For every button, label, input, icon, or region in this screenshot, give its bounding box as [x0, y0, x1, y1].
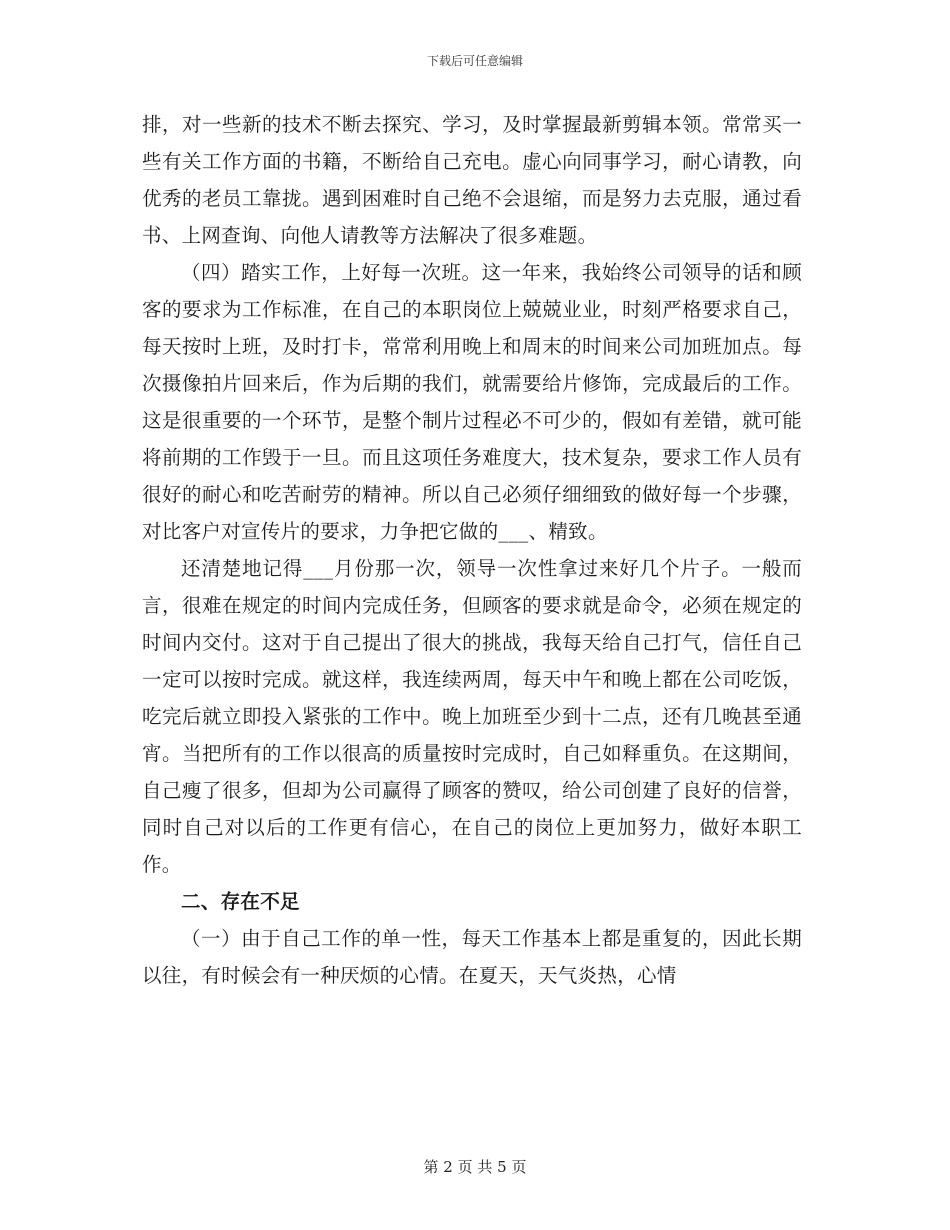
- paragraph-continued: 排，对一些新的技术不断去探究、学习，及时掌握最新剪辑本领。常常买一些有关工作方面的书籍，不断给自己充电。虚心向同事学习，耐心请教，向优秀的老员工靠拢。遇到困难时自己绝不会退缩，而是努力去克服，通过看书、上网查询、向他人请教等方法解决了很多难题。: [142, 113, 802, 247]
- page-number: 第 2 页 共 5 页: [423, 1158, 527, 1176]
- paragraph-shortcoming-1: （一）由于自己工作的单一性，每天工作基本上都是重复的，因此长期以往，有时候会有一种厌烦的心情。在夏天，天气炎热，心情: [142, 927, 802, 987]
- paragraph-section-4: （四）踏实工作，上好每一次班。这一年来，我始终公司领导的话和顾客的要求为工作标准，在自己的本职岗位上兢兢业业，时刻严格要求自己，每天按时上班，及时打卡，常常利用晚上和周末的时间来公司加班加点。每次摄像拍片回来后，作为后期的我们，就需要给片修饰，完成最后的工作。这是很重要的一个环节，是整个制片过程必不可少的，假如有差错，就可能将前期的工作毁于一旦。而且这项任务难度大，技术复杂，要求工作人员有很好的耐心和吃苦耐劳的精神。所以自己必须仔细细致的做好每一个步骤，对比客户对宣传片的要求，力争把它做的___、精致。: [142, 261, 802, 543]
- section-heading: 二、存在不足: [181, 890, 300, 913]
- paragraph-anecdote: 还清楚地记得___月份那一次，领导一次性拿过来好几个片子。一般而言，很难在规定的时间内完成任务，但顾客的要求就是命令，必须在规定的时间内交付。这对于自己提出了很大的挑战，我每天给自己打气，信任自己一定可以按时完成。就这样，我连续两周，每天中午和晚上都在公司吃饭，吃完后就立即投入紧张的工作中。晚上加班至少到十二点，还有几晚甚至通宵。当把所有的工作以很高的质量按时完成时，自己如释重负。在这期间，自己瘦了很多，但却为公司赢得了顾客的赞叹，给公司创建了良好的信誉，同时自己对以后的工作更有信心，在自己的岗位上更加努力，做好本职工作。: [142, 557, 802, 876]
- page-header: 下载后可任意编辑: [426, 54, 523, 68]
- document-body: [142, 106, 802, 994]
